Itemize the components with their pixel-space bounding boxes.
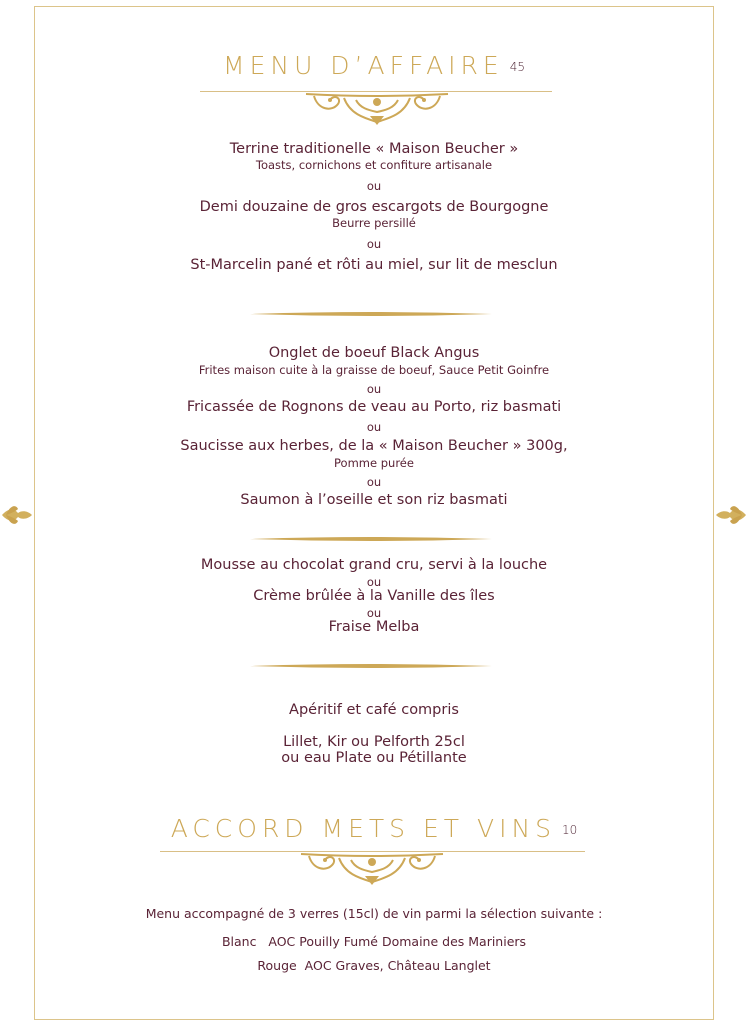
- drinks-options: Lillet, Kir ou Pelforth 25cl: [283, 734, 465, 750]
- menu-title: [0, 51, 748, 80]
- starter-escargots: Demi douzaine de gros escargots de Bourgogne: [199, 199, 549, 215]
- main-onglet-desc: Frites maison cuite à la graisse de boeuf, Sauce Petit Goinfre: [198, 363, 550, 377]
- red-label: Rouge: [257, 958, 297, 973]
- pairing-white: [0, 934, 748, 949]
- separator-ou: ou: [366, 606, 382, 620]
- pairing-price: 10: [562, 823, 578, 837]
- separator-ou: ou: [366, 237, 382, 251]
- dessert-creme-brulee: Crème brûlée à la Vanille des îles: [253, 588, 495, 604]
- separator-ou: ou: [366, 575, 382, 589]
- water-options: ou eau Plate ou Pétillante: [281, 750, 467, 766]
- white-wine: AOC Pouilly Fumé Domaine des Mariniers: [268, 934, 527, 949]
- main-onglet: Onglet de boeuf Black Angus: [268, 345, 480, 361]
- starter-terrine-desc: Toasts, cornichons et confiture artisanale: [255, 158, 493, 172]
- dessert-mousse: Mousse au chocolat grand cru, servi à la louche: [200, 557, 548, 573]
- starter-st-marcelin: St-Marcelin pané et rôti au miel, sur lit de mesclun: [190, 257, 558, 273]
- white-label: Blanc: [221, 934, 257, 949]
- pairing-title: [0, 814, 748, 843]
- dessert-fraise-melba: Fraise Melba: [328, 619, 420, 635]
- baroque-ornament: [299, 852, 445, 886]
- separator-ou: ou: [366, 420, 382, 434]
- pairing-title-text: ACCORD METS ET VINS: [170, 814, 557, 843]
- separator-ou: ou: [366, 179, 382, 193]
- pairing-intro: Menu accompagné de 3 verres (15cl) de vin parmi la sélection suivante :: [145, 906, 603, 921]
- menu-title-text: MENU D’AFFAIRE: [223, 51, 504, 80]
- starter-escargots-desc: Beurre persillé: [332, 216, 416, 230]
- gold-divider: [250, 663, 492, 669]
- menu-price: 45: [509, 60, 525, 74]
- gold-divider: [250, 536, 492, 542]
- main-saumon: Saumon à l’oseille et son riz basmati: [240, 492, 508, 508]
- aperitif-cafe: Apéritif et café compris: [289, 702, 459, 718]
- pairing-red: [0, 958, 748, 973]
- separator-ou: ou: [366, 475, 382, 489]
- starter-terrine: Terrine traditionelle « Maison Beucher »: [229, 141, 519, 157]
- main-rognons: Fricassée de Rognons de veau au Porto, riz basmati: [186, 399, 562, 415]
- main-saucisse: Saucisse aux herbes, de la « Maison Beucher » 300g,: [180, 438, 568, 454]
- red-wine: AOC Graves, Château Langlet: [304, 958, 491, 973]
- main-saucisse-desc: Pomme purée: [334, 456, 414, 470]
- gold-divider: [250, 311, 492, 317]
- baroque-ornament: [304, 92, 450, 126]
- separator-ou: ou: [366, 382, 382, 396]
